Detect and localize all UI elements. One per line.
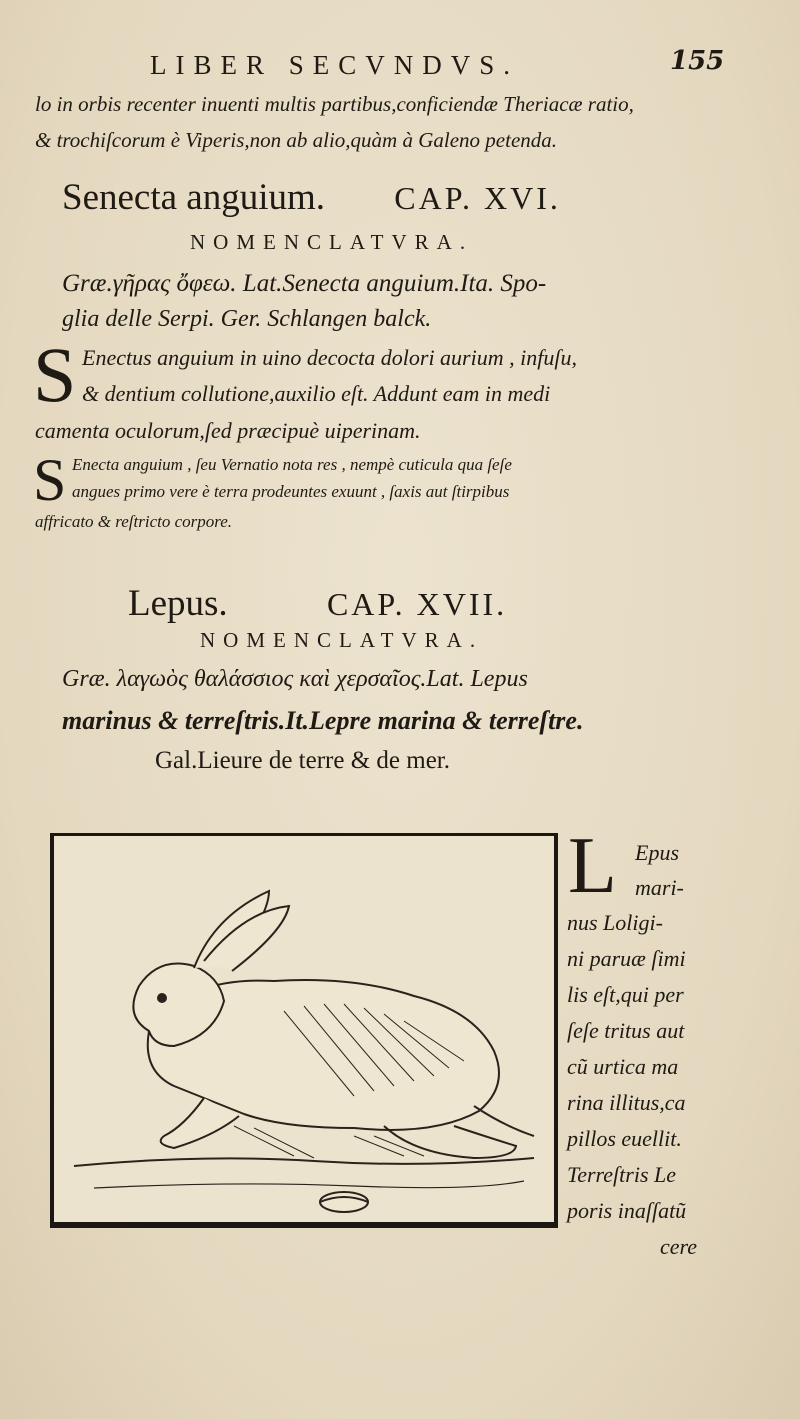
text-line: & trochiſcorum è Viperis,non ab alio,quàm à Galeno petenda. <box>35 128 558 152</box>
names-line: marinus & terreſtris.It.Lepre marina & terreſtre. <box>62 706 584 735</box>
text-line: Enecta anguium , ſeu Vernatio nota res , nempè cuticula qua ſeſe <box>72 455 512 474</box>
text-line: Epus <box>635 840 679 865</box>
names-line: glia delle Serpi. Ger. Schlangen balck. <box>62 306 432 332</box>
nomenclatura-heading: NOMENCLATVRA. <box>200 628 484 652</box>
text-line: lo in orbis recenter inuenti multis partibus,conficiendæ Theriacæ ratio, <box>35 92 634 116</box>
woodcut-frame <box>50 833 558 1228</box>
text-line: nus Loligi- <box>567 910 663 935</box>
drop-capital: S <box>33 447 67 513</box>
names-line: Græ. λαγωὸς θαλάσσιος καὶ χερσαῖος.Lat. Lepus <box>62 666 528 692</box>
text-line: ni paruæ ſimi <box>567 946 686 971</box>
text-line: mari- <box>635 875 684 900</box>
chapter-heading <box>128 582 507 625</box>
text-line: pillos euellit. <box>567 1126 682 1151</box>
text-line: ſeſe tritus aut <box>567 1018 685 1043</box>
names-line: Græ.γῆρας ὄφεω. Lat.Senecta anguium.Ita. Spo- <box>62 270 547 297</box>
chapter-number: CAP. XVII. <box>326 586 508 622</box>
chapter-number: CAP. XVI. <box>394 180 561 216</box>
text-line: affricato & reſtricto corpore. <box>35 512 233 531</box>
text-line: camenta oculorum,ſed præcipuè uiperinam. <box>35 418 421 443</box>
text-line: lis eſt,qui per <box>567 982 684 1007</box>
text-line: poris inaſſatũ <box>567 1198 687 1223</box>
chapter-title: Lepus. <box>128 583 228 624</box>
drop-capital: S <box>33 331 77 418</box>
folio-number: 155 <box>670 46 725 76</box>
hare-woodcut-image <box>54 836 554 1222</box>
chapter-title: Senecta anguium. <box>62 177 326 218</box>
drop-capital: L <box>568 822 617 910</box>
chapter-heading <box>62 176 561 219</box>
text-line: Enectus anguium in uino decocta dolori aurium , infuſu, <box>82 345 577 370</box>
text-line: & dentium collutione,auxilio eſt. Addunt eam in medi <box>82 381 551 406</box>
names-line: Gal.Lieure de terre & de mer. <box>155 747 450 774</box>
text-line: angues primo vere è terra prodeuntes exuunt , ſaxis aut ſtirpibus <box>72 482 510 501</box>
text-line: rina illitus,ca <box>567 1090 686 1115</box>
running-head: LIBER SECVNDVS. <box>150 50 520 80</box>
text-line: Terreſtris Le <box>567 1162 677 1187</box>
text-line: cere <box>660 1234 698 1259</box>
text-line: cũ urtica ma <box>567 1054 679 1079</box>
nomenclatura-heading: NOMENCLATVRA. <box>190 230 474 254</box>
